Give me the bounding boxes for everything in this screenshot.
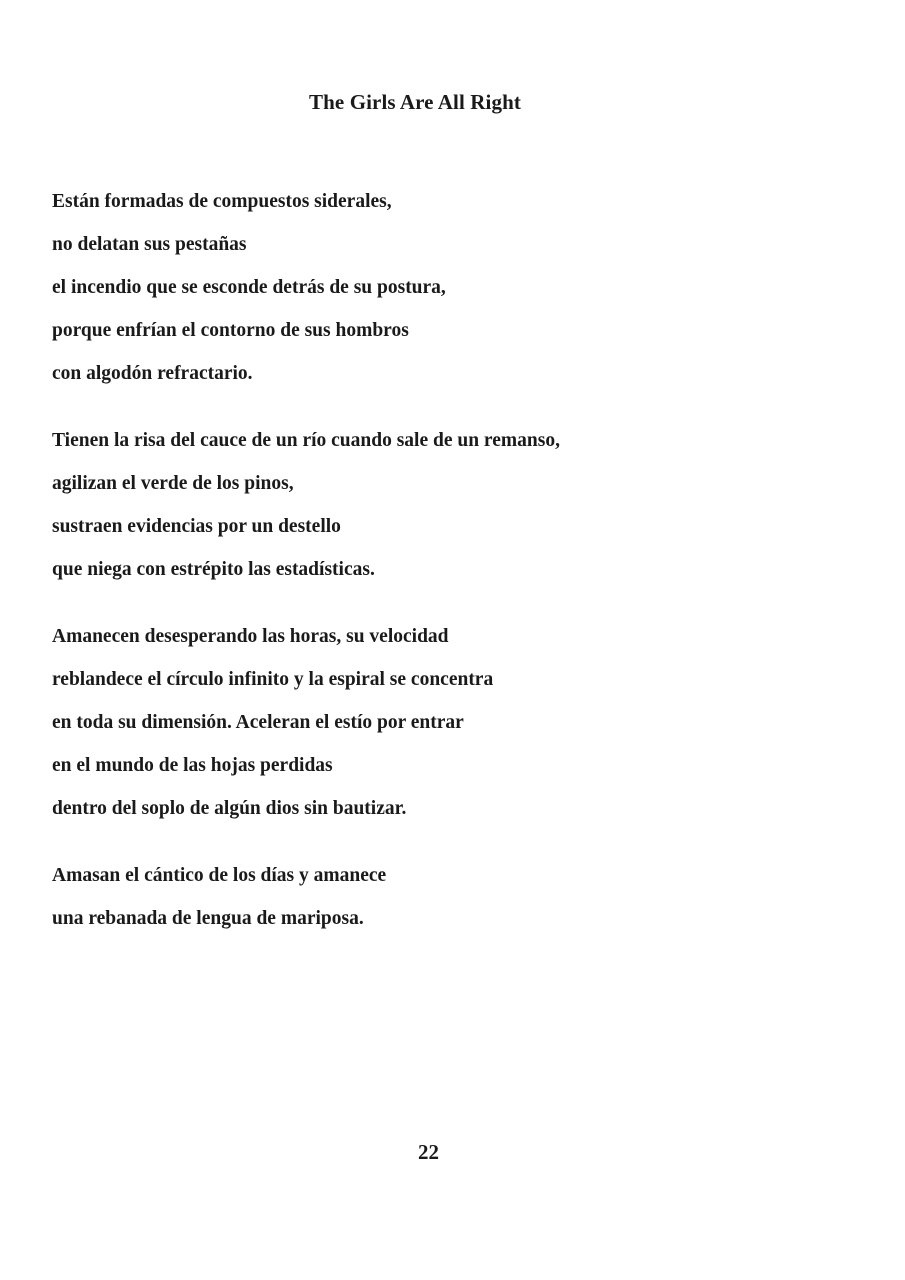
poem-line: una rebanada de lengua de mariposa. xyxy=(52,908,364,929)
poem-body xyxy=(52,180,852,964)
poem-line: porque enfrían el contorno de sus hombros xyxy=(52,320,409,341)
poem-line: que niega con estrépito las estadísticas. xyxy=(52,559,375,580)
poem-line: Están formadas de compuestos siderales, xyxy=(52,191,392,212)
stanza-4 xyxy=(52,854,852,940)
poem-line: no delatan sus pestañas xyxy=(52,234,247,255)
poem-line: en el mundo de las hojas perdidas xyxy=(52,755,333,776)
poem-line: dentro del soplo de algún dios sin bautizar. xyxy=(52,798,407,819)
poem-line: Tienen la risa del cauce de un río cuando sale de un remanso, xyxy=(52,430,560,451)
poem-line: en toda su dimensión. Aceleran el estío por entrar xyxy=(52,712,464,733)
poem-line: Amasan el cántico de los días y amanece xyxy=(52,865,387,886)
poem-line: con algodón refractario. xyxy=(52,363,253,384)
stanza-1 xyxy=(52,180,852,395)
poem-line: el incendio que se esconde detrás de su postura, xyxy=(52,277,446,298)
poem-line: sustraen evidencias por un destello xyxy=(52,516,341,537)
stanza-3 xyxy=(52,615,852,830)
stanza-2 xyxy=(52,419,852,591)
poem-line: agilizan el verde de los pinos, xyxy=(52,473,294,494)
poem-title: The Girls Are All Right xyxy=(309,90,521,114)
page-number: 22 xyxy=(418,1140,439,1164)
poem-line: Amanecen desesperando las horas, su velocidad xyxy=(52,626,449,647)
poem-line: reblandece el círculo infinito y la espiral se concentra xyxy=(52,669,494,690)
